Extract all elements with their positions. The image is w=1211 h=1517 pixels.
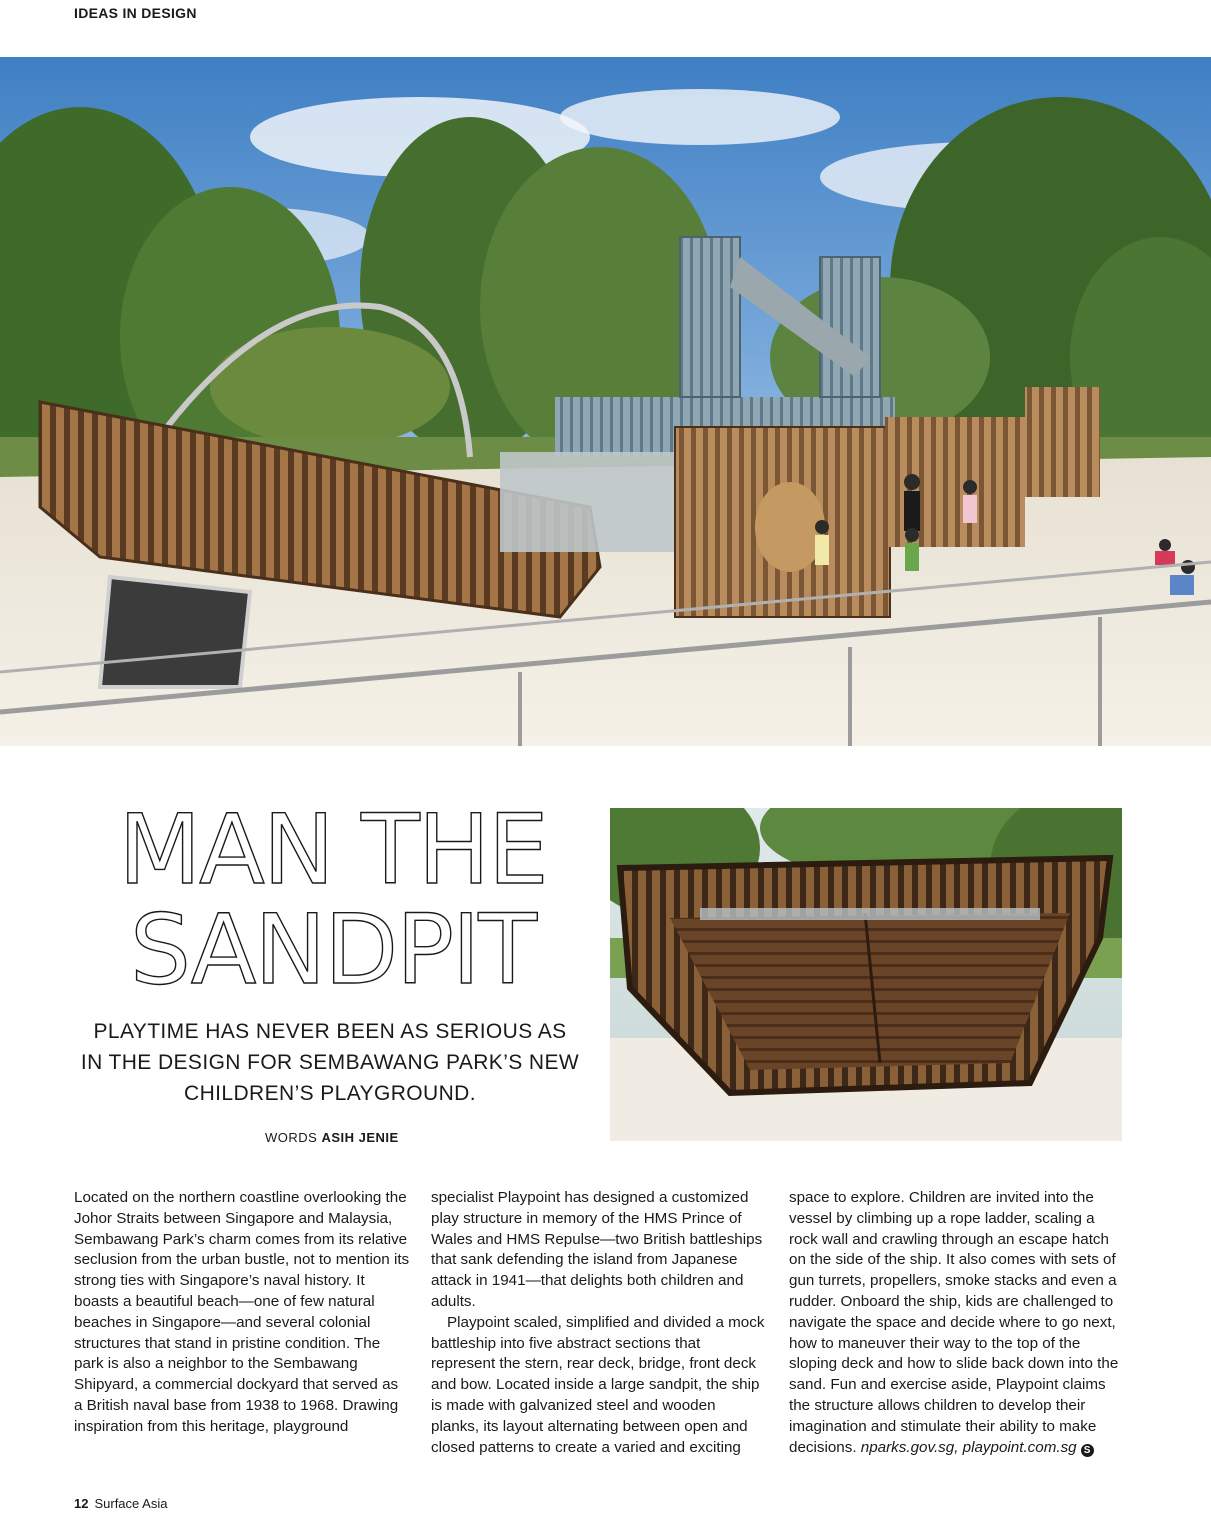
hero-photo	[0, 57, 1211, 746]
body-text: space to explore. Children are invited into the vessel by climbing up a rope ladder, scaling a rock wall and crawling through an escape hatch on the side of the ship. It also comes with sets of gun turrets, propellers, smoke stacks and even a rudder. Onboard the ship, kids are challenged to navigate the space and decide where to go next, how to maneuver their way to the top of the sloping deck and how to slide back down into the sand. Fun and exercise aside, Playpoint claims the structure allows children to develop their imagination and stimulate their ability to make decisions.	[789, 1189, 1119, 1456]
byline-author: ASIH JENIE	[321, 1130, 399, 1145]
headline	[80, 794, 585, 1006]
body-column-3	[789, 1188, 1125, 1458]
byline-prefix: WORDS	[265, 1130, 318, 1145]
body-paragraph: Located on the northern coastline overlooking the Johor Straits between Singapore and Malaysia, Sembawang Park’s charm comes from its relative seclusion from the urban bustle, not to mention its strong ties with Singapore’s naval history. It boasts a beautiful beach—one of few natural beaches in Singapore—and several colonial structures that stand in pristine condition. The park is also a neighbor to the Sembawang Shipyard, a commercial dockyard that served as a British naval base from 1938 to 1968. Drawing inspiration from this heritage, playground	[74, 1189, 410, 1435]
headline-line-2: SANDPIT	[130, 894, 535, 1006]
deck: PLAYTIME HAS NEVER BEEN AS SERIOUS AS IN THE DESIGN FOR SEMBAWANG PARK’S NEW CHILDREN’S PLAYGROUND.	[80, 1020, 580, 1105]
body-paragraph	[789, 1188, 1125, 1458]
headline-line-1: MAN THE	[118, 794, 547, 906]
end-mark-icon: S	[1081, 1444, 1094, 1457]
source-links: nparks.gov.sg, playpoint.com.sg	[860, 1438, 1077, 1456]
body-column-2	[431, 1188, 767, 1458]
folio	[74, 1496, 167, 1511]
body-column-1	[74, 1188, 410, 1438]
body-paragraph: Playpoint scaled, simplified and divided a mock battleship into five abstract sections that represent the stern, rear deck, bridge, front deck and bow. Located inside a large sandpit, the ship is made with galvanized steel and wooden planks, its layout alternating between open and closed patterns to create a varied and exciting	[431, 1313, 765, 1456]
publication-name: Surface Asia	[94, 1496, 168, 1511]
inset-photo	[610, 808, 1122, 1141]
section-label: IDEAS IN DESIGN	[74, 5, 197, 21]
page-number: 12	[74, 1496, 89, 1511]
body-paragraph: specialist Playpoint has designed a customized play structure in memory of the HMS Prince of Wales and HMS Repulse—two British battleships that sank defending the island from Japanese attack in 1941—that delights both children and adults.	[431, 1189, 763, 1310]
byline	[265, 1130, 399, 1145]
